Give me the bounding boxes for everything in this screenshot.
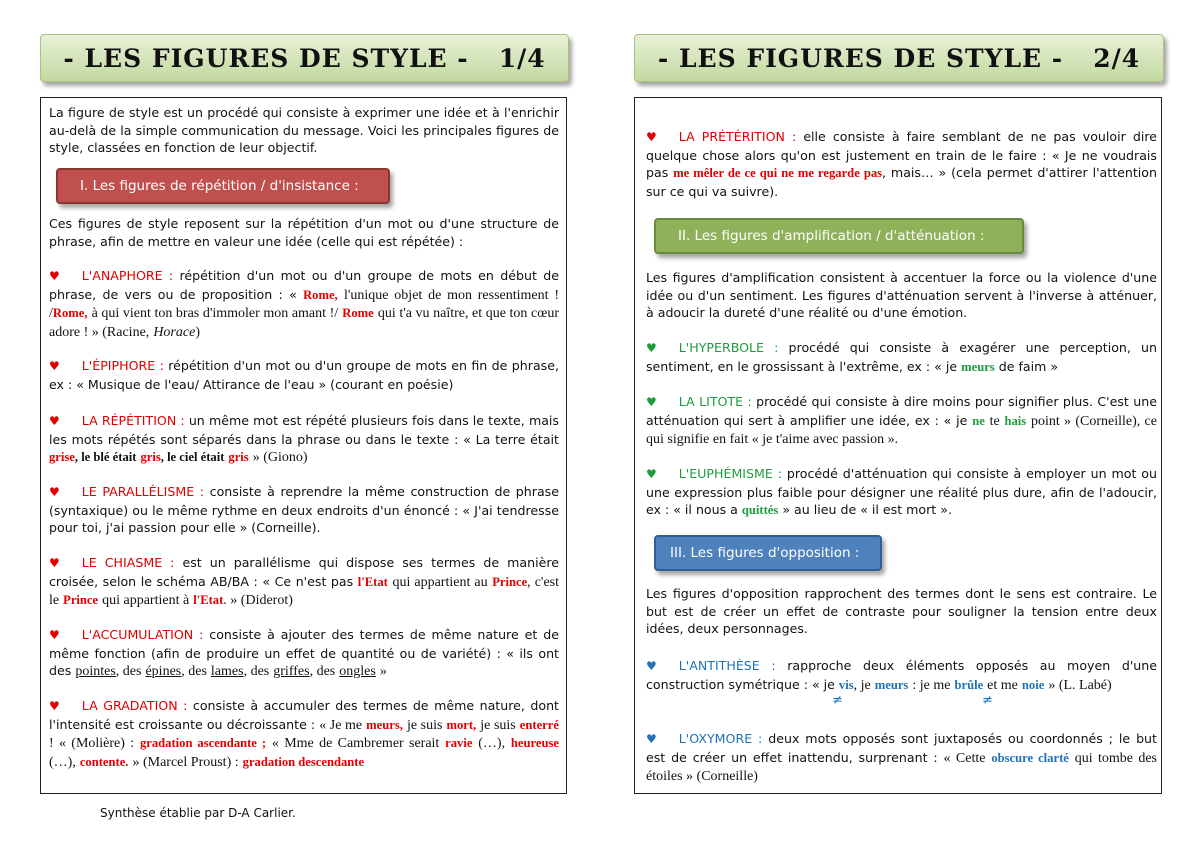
- section-amplification-text: Les figures d'amplification consistent à accentuer la force ou la violence d'une idée ou d'un sentiment. Les figures d'atténuation servent à l'inverse à atténuer, à adoucir la dureté d'une réalité ou d'une émotion.: [646, 270, 1157, 320]
- not-equal-sign: ≠: [832, 693, 843, 708]
- left-banner-title: - LES FIGURES DE STYLE -: [63, 43, 469, 73]
- section-opposition-heading: [654, 535, 882, 571]
- section-repetition-title: I. Les figures de répétition / d'insistance :: [80, 178, 359, 194]
- heart-icon: ♥: [49, 699, 60, 713]
- author-credit: Synthèse établie par D-A Carlier.: [100, 806, 296, 820]
- right-page-banner: [634, 34, 1164, 82]
- section-amplification-heading: [654, 218, 1024, 254]
- heart-icon: ♥: [49, 269, 60, 283]
- right-banner-title: - LES FIGURES DE STYLE -: [657, 43, 1064, 73]
- not-equal-sign: ≠: [982, 693, 993, 708]
- heart-icon: ♥: [646, 732, 657, 746]
- section-opposition-title: III. Les figures d'opposition :: [670, 545, 860, 561]
- figure-anaphore: ♥ L'ANAPHORE : répétition d'un mot ou d'un groupe de mots en début de phrase, de vers ou de proposition : « Rome, l'unique objet de mon ressentiment ! /Rome, à qui vient ton bras d'immoler mon amant !/ Rome qui t'a vu naître, et que ton cœur adore ! » (Racine, Horace): [49, 268, 559, 340]
- figure-euphemisme: ♥ L'EUPHÉMISME : procédé d'atténuation qui consiste à employer un mot ou une expression plus faible pour désigner une réalité plus dure, afin de l'adoucir, ex : « il nous a quittés » au lieu de « il est mort ».: [646, 466, 1157, 517]
- figure-chiasme: ♥ LE CHIASME : est un parallélisme qui dispose ses termes de manière croisée, selon le schéma AB/BA : « Ce n'est pas l'Etat qui appartient au Prince, c'est le Prince qui appartient à l'Etat. » (Diderot): [49, 555, 559, 608]
- figure-repetition: ♥ LA RÉPÉTITION : un même mot est répété plusieurs fois dans le texte, mais les mots répétés sont séparés dans la phrase ou dans le texte : « La terre était grise, le blé était gris, le ciel était gris » (Giono): [49, 413, 559, 465]
- figure-preterition: ♥ LA PRÉTÉRITION : elle consiste à faire semblant de ne pas vouloir dire quelque chose alors qu'on est justement en train de le faire : « Je ne voudrais pas me mêler de ce qui ne me regarde pas, mais… » (cela permet d'attirer l'attention sur ce qui va suivre).: [646, 129, 1157, 199]
- heart-icon: ♥: [49, 485, 60, 499]
- figure-hyperbole: ♥ L'HYPERBOLE : procédé qui consiste à exagérer une perception, un sentiment, en le grossissant à l'extrême, ex : « je meurs de faim »: [646, 340, 1157, 374]
- section-repetition-heading: [56, 168, 390, 204]
- figure-oxymore: ♥ L'OXYMORE : deux mots opposés sont juxtaposés ou coordonnés ; le but est de créer un effet inattendu, surprenant : « Cette obscure clarté qui tombe des étoiles » (Corneille): [646, 731, 1158, 784]
- left-page-banner: [40, 34, 569, 82]
- figure-antithese: ♥ L'ANTITHÈSE : rapproche deux éléments opposés au moyen d'une construction symétrique : « je vis, je meurs : je me brûle et me noie » (L. Labé): [646, 658, 1157, 693]
- heart-icon: ♥: [49, 556, 60, 570]
- figure-parallelisme: ♥ LE PARALLÉLISME : consiste à reprendre la même construction de phrase (syntaxique) ou le même rythme en deux endroits d'un énoncé : « J'ai tendresse pour toi, j'ai passion pour elle » (Corneille).: [49, 484, 559, 535]
- heart-icon: ♥: [49, 359, 60, 373]
- heart-icon: ♥: [646, 130, 657, 144]
- left-banner-page: 1/4: [498, 43, 546, 73]
- section-repetition-text: Ces figures de style reposent sur la répétition d'un mot ou d'une structure de phrase, afin de mettre en valeur une idée (celle qui est répétée) :: [49, 216, 559, 249]
- figure-epiphore: ♥ L'ÉPIPHORE : répétition d'un mot ou d'un groupe de mots en fin de phrase, ex : « Musique de l'eau/ Attirance de l'eau » (courant en poésie): [49, 358, 559, 392]
- heart-icon: ♥: [646, 659, 657, 673]
- heart-icon: ♥: [49, 628, 60, 642]
- section-opposition-text: Les figures d'opposition rapprochent des termes dont le sens est contraire. Le but est de créer un effet de contraste pour souligner la tension entre deux idées, deux personnages.: [646, 586, 1157, 636]
- section-amplification-title: II. Les figures d'amplification / d'atténuation :: [678, 228, 985, 244]
- figure-accumulation: ♥ L'ACCUMULATION : consiste à ajouter des termes de même nature et de même fonction (afin de produire un effet de quantité ou de variété) : « ils ont des pointes, des épines, des lames, des griffes, des ongles »: [49, 627, 559, 679]
- left-intro: La figure de style est un procédé qui consiste à exprimer une idée et à l'enrichir au-delà de la simple communication du message. Voici les principales figures de style, classées en fonction de leur objectif.: [49, 105, 559, 155]
- figure-gradation: ♥ LA GRADATION : consiste à accumuler des termes de même nature, dont l'intensité est croissante ou décroissante : « Je me meurs, je suis mort, je suis enterré ! « (Molière) : gradation ascendante ; « Mme de Cambremer serait ravie (…), heureuse (…), contente. » (Marcel Proust) : gradation descendante: [49, 698, 559, 770]
- heart-icon: ♥: [646, 467, 657, 481]
- heart-icon: ♥: [646, 395, 657, 409]
- figure-litote: ♥ LA LITOTE : procédé qui consiste à dire moins pour signifier plus. C'est une atténuation qui sert à amplifier une idée, ex : « je ne te hais point » (Corneille), ce qui signifie en fait « je t'aime avec passion ».: [646, 394, 1157, 447]
- heart-icon: ♥: [49, 414, 60, 428]
- right-banner-page: 2/4: [1093, 43, 1141, 73]
- heart-icon: ♥: [646, 341, 657, 355]
